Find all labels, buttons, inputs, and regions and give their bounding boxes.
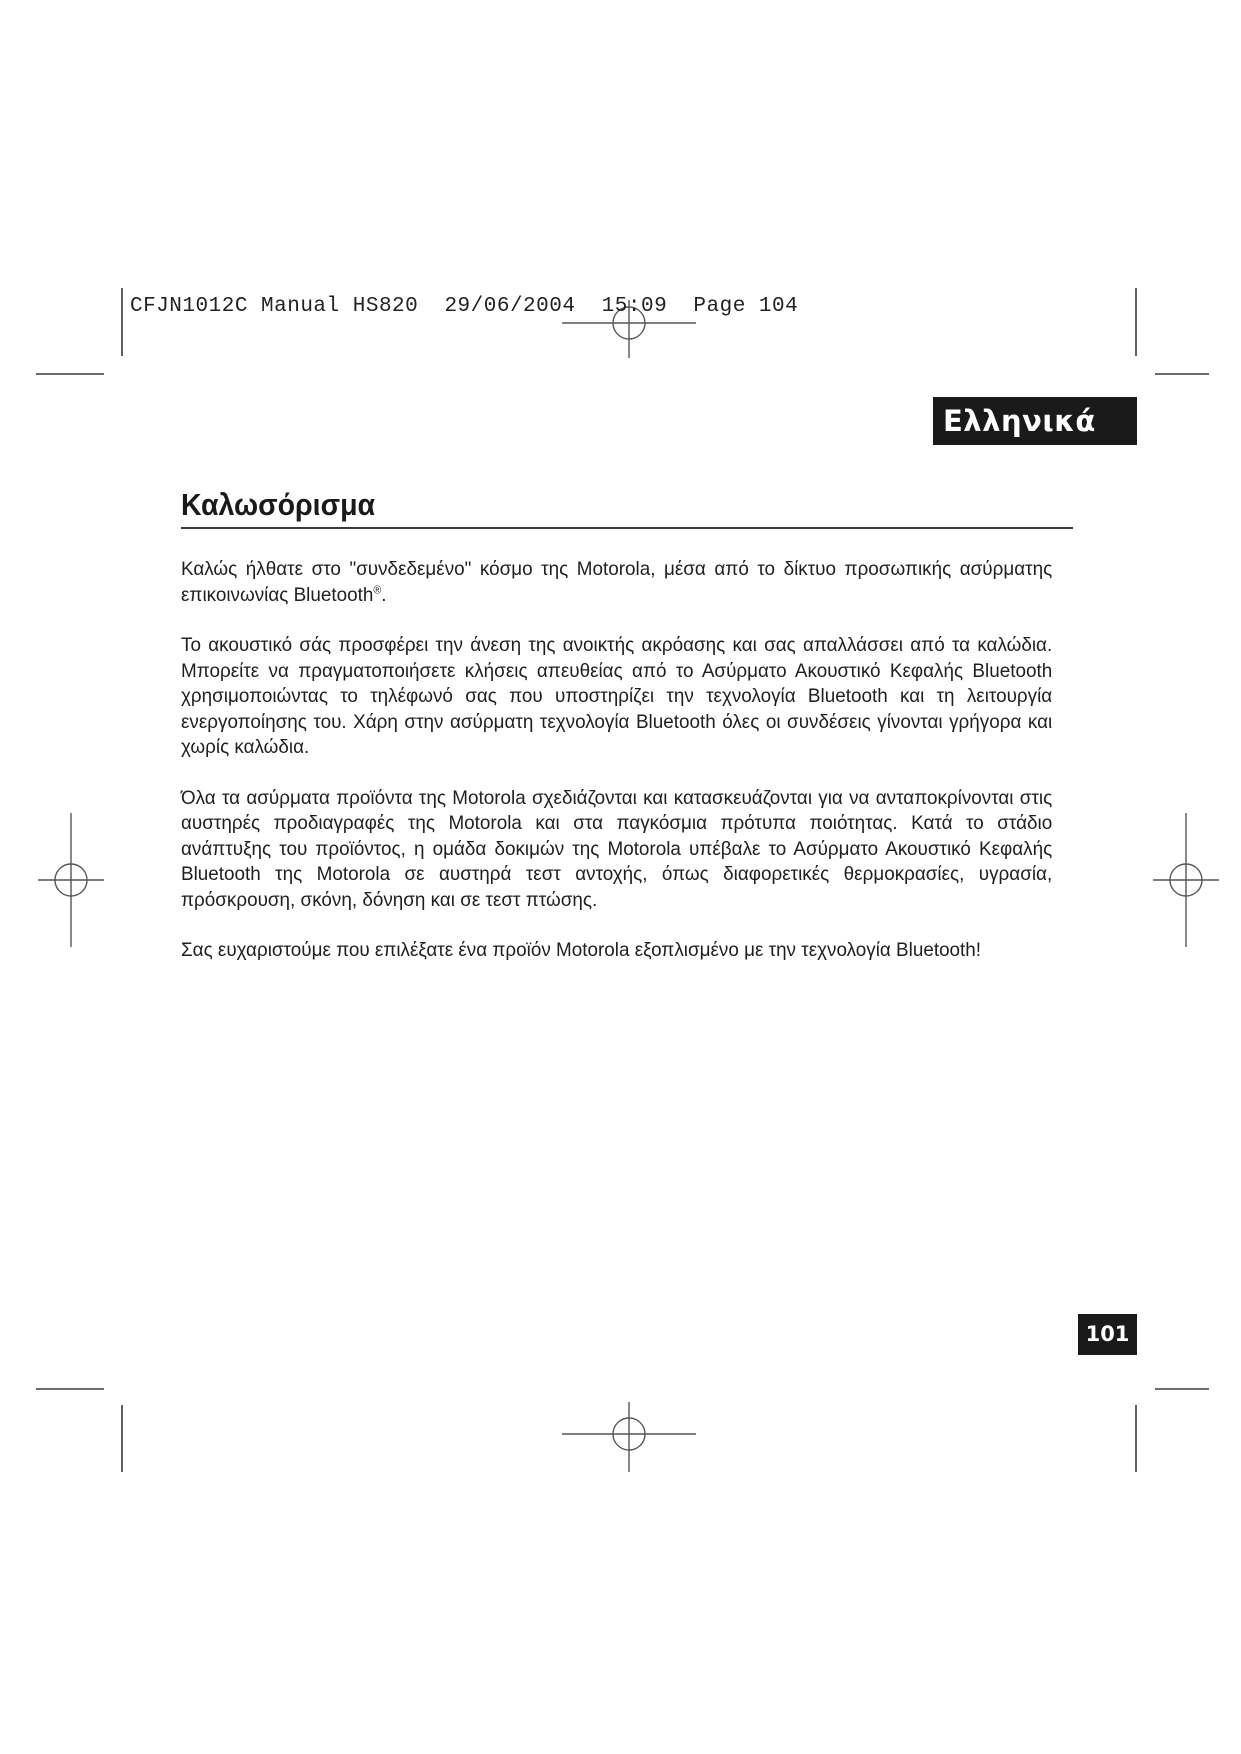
printer-slug: CFJN1012C Manual HS820 29/06/2004 15:09 Page 104 (130, 295, 799, 318)
paragraph-thanks: Σας ευχαριστούμε που επιλέξατε ένα προϊόν Motorola εξοπλισμένο με την τεχνολογία Bluetooth! (181, 939, 982, 961)
page-number: 101 (1078, 1314, 1137, 1355)
paragraph-handsfree: Το ακουστικό σάς προσφέρει την άνεση της ανοικτής ακρόασης και σας απαλλάσσει από τα καλώδια. Μπορείτε να πραγματοποιήσετε κλήσεις απευθείας από το Ασύρματο Ακουστικό Κεφαλής Bluetooth χρησιμοποιώντας το τηλέφωνό σας που υποστηρίζει την τεχνολογία Bluetooth και τη λειτουργία ενεργοποίησης του. Χάρη στην ασύρματη τεχνολογία Bluetooth όλες οι συνδέσεις γίνονται γρήγορα και χωρίς καλώδια. (181, 634, 1053, 758)
registered-mark: ® (373, 584, 382, 596)
paragraph-welcome (181, 557, 1052, 608)
registration-target-left (38, 813, 104, 947)
paragraph-welcome-end: . (381, 583, 387, 606)
page-title: Καλωσόρισμα (181, 487, 376, 522)
language-tab: Ελληνικά (933, 397, 1137, 445)
body-text (181, 557, 1052, 989)
registration-target-bottom (562, 1402, 696, 1472)
title-underline (181, 527, 1073, 529)
paragraph-quality: Όλα τα ασύρματα προϊόντα της Motorola σχεδιάζονται και κατασκευάζονται για να ανταποκρίνονται στις αυστηρές προδιαγραφές της Motorola και στα παγκόσμια πρότυπα ποιότητας. Κατά το στάδιο ανάπτυξης του προϊόντος, η ομάδα δοκιμών της Motorola υπέβαλε το Ασύρματο Ακουστικό Κεφαλής Bluetooth της Motorola σε αυστηρά τεστ αντοχής, όπως διαφορετικές θερμοκρασίες, υγρασία, πρόσκρουση, σκόνη, δόνηση και σε τεστ πτώσης. (181, 786, 1053, 911)
paragraph-welcome-text: Καλώς ήλθατε στο "συνδεδεμένο" κόσμο της Motorola, μέσα από το δίκτυο προσωπικής ασύρματης επικοινωνίας Bluetooth (181, 558, 1053, 606)
registration-target-right (1153, 813, 1219, 947)
